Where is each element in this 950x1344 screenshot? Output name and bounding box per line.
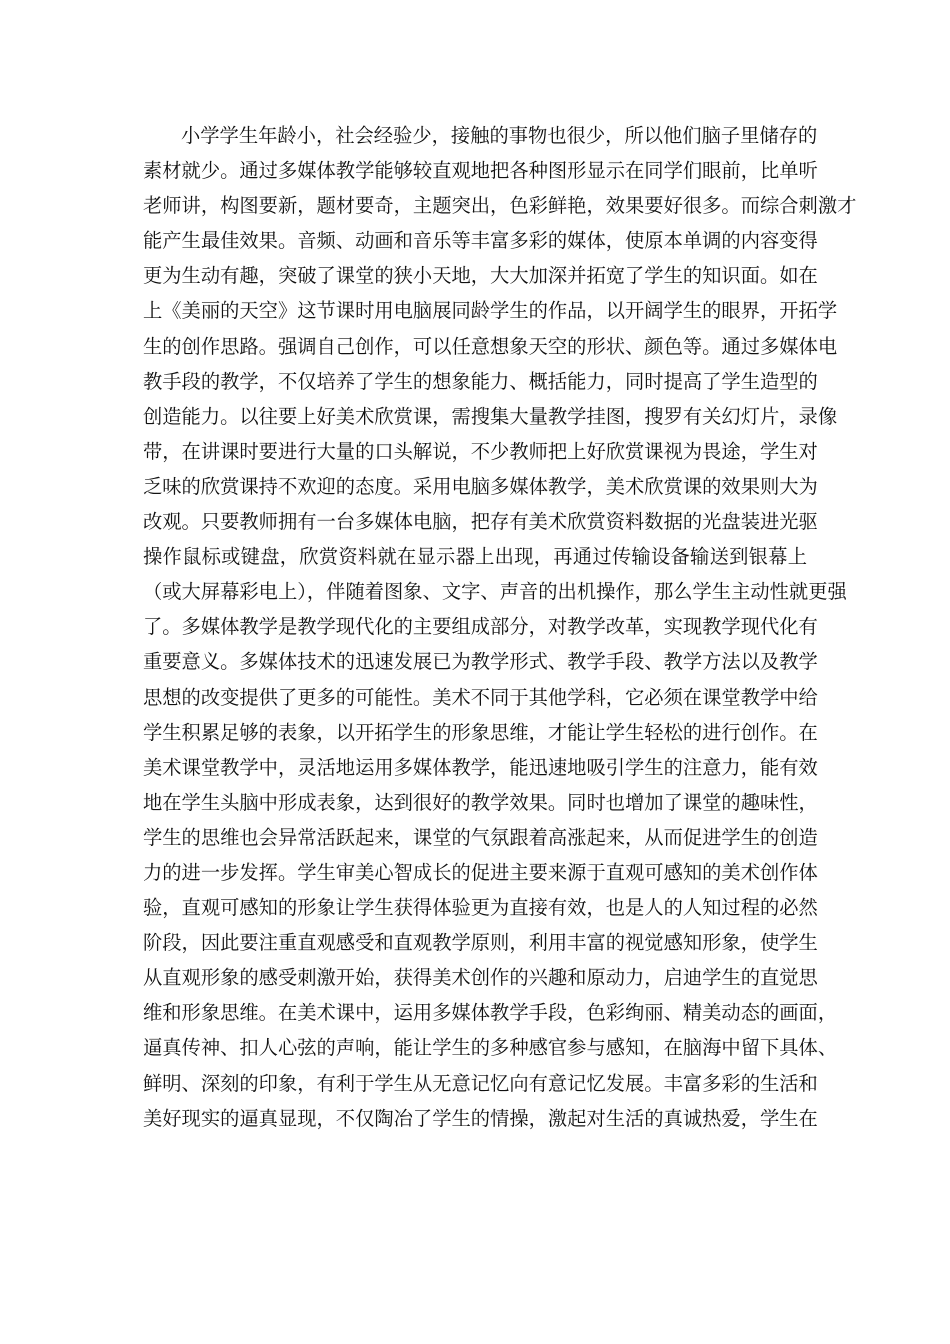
text-line: 更为生动有趣，突破了课堂的狭小天地，大大加深并拓宽了学生的知识面。如在 bbox=[143, 264, 818, 288]
text-line: 了。多媒体教学是教学现代化的主要组成部分，对教学改革，实现教学现代化有 bbox=[143, 615, 818, 639]
text-line: 小学学生年龄小，社会经验少，接触的事物也很少，所以他们脑子里储存的 bbox=[181, 124, 818, 147]
text-line: 维和形象思维。在美术课中，运用多媒体教学手段，色彩绚丽、精美动态的画面， bbox=[143, 1001, 838, 1025]
text-line: 素材就少。通过多媒体教学能够较直观地把各种图形显示在同学们眼前，比单听 bbox=[143, 159, 818, 183]
text-line: 验，直观可感知的形象让学生获得体验更为直接有效，也是人的人知过程的必然 bbox=[143, 896, 818, 920]
text-line: 生的创作思路。强调自己创作，可以任意想象天空的形状、颜色等。通过多媒体电 bbox=[143, 334, 838, 358]
text-line: 地在学生头脑中形成表象，达到很好的教学效果。同时也增加了课堂的趣味性， bbox=[143, 790, 818, 814]
text-line: 乏味的欣赏课持不欢迎的态度。采用电脑多媒体教学，美术欣赏课的效果则大为 bbox=[143, 474, 818, 498]
text-line: 从直观形象的感受刺激开始，获得美术创作的兴趣和原动力，启迪学生的直觉思 bbox=[143, 966, 818, 990]
text-line: 改观。只要教师拥有一台多媒体电脑，把存有美术欣赏资料数据的光盘装进光驱 bbox=[143, 510, 818, 534]
text-line: 教手段的教学，不仅培养了学生的想象能力、概括能力，同时提高了学生造型的 bbox=[143, 369, 818, 393]
body-paragraph bbox=[143, 118, 857, 1136]
text-line: 鲜明、深刻的印象，有利于学生从无意记忆向有意记忆发展。丰富多彩的生活和 bbox=[143, 1071, 818, 1095]
text-line: 学生积累足够的表象，以开拓学生的形象思维，才能让学生轻松的进行创作。在 bbox=[143, 720, 818, 744]
text-line: 操作鼠标或键盘，欣赏资料就在显示器上出现，再通过传输设备输送到银幕上 bbox=[143, 545, 807, 569]
text-line: （或大屏幕彩电上），伴随着图象、文字、声音的出机操作，那么学生主动性就更强 bbox=[143, 580, 847, 604]
text-line: 创造能力。以往要上好美术欣赏课，需搜集大量教学挂图，搜罗有关幻灯片，录像 bbox=[143, 404, 838, 428]
text-line: 带，在讲课时要进行大量的口头解说，不少教师把上好欣赏课视为畏途，学生对 bbox=[143, 439, 818, 463]
text-line: 阶段，因此要注重直观感受和直观教学原则，利用丰富的视觉感知形象，使学生 bbox=[143, 931, 818, 955]
text-line: 力的进一步发挥。学生审美心智成长的促进主要来源于直观可感知的美术创作体 bbox=[143, 860, 818, 884]
text-line: 重要意义。多媒体技术的迅速发展已为教学形式、教学手段、教学方法以及教学 bbox=[143, 650, 818, 674]
text-line: 能产生最佳效果。音频、动画和音乐等丰富多彩的媒体，使原本单调的内容变得 bbox=[143, 229, 818, 253]
text-line: 美好现实的逼真显现，不仅陶冶了学生的情操，激起对生活的真诚热爱，学生在 bbox=[143, 1106, 818, 1130]
text-line: 思想的改变提供了更多的可能性。美术不同于其他学科，它必须在课堂教学中给 bbox=[143, 685, 818, 709]
text-line: 上《美丽的天空》这节课时用电脑展同龄学生的作品，以开阔学生的眼界，开拓学 bbox=[143, 299, 838, 323]
text-line: 老师讲，构图要新，题材要奇，主题突出，色彩鲜艳，效果要好很多。而综合刺激才 bbox=[143, 194, 857, 218]
text-line: 美术课堂教学中，灵活地运用多媒体教学，能迅速地吸引学生的注意力，能有效 bbox=[143, 755, 818, 779]
text-line: 学生的思维也会异常活跃起来，课堂的气氛跟着高涨起来，从而促进学生的创造 bbox=[143, 825, 818, 849]
text-line: 逼真传神、扣人心弦的声响，能让学生的多种感官参与感知，在脑海中留下具体、 bbox=[143, 1036, 838, 1060]
